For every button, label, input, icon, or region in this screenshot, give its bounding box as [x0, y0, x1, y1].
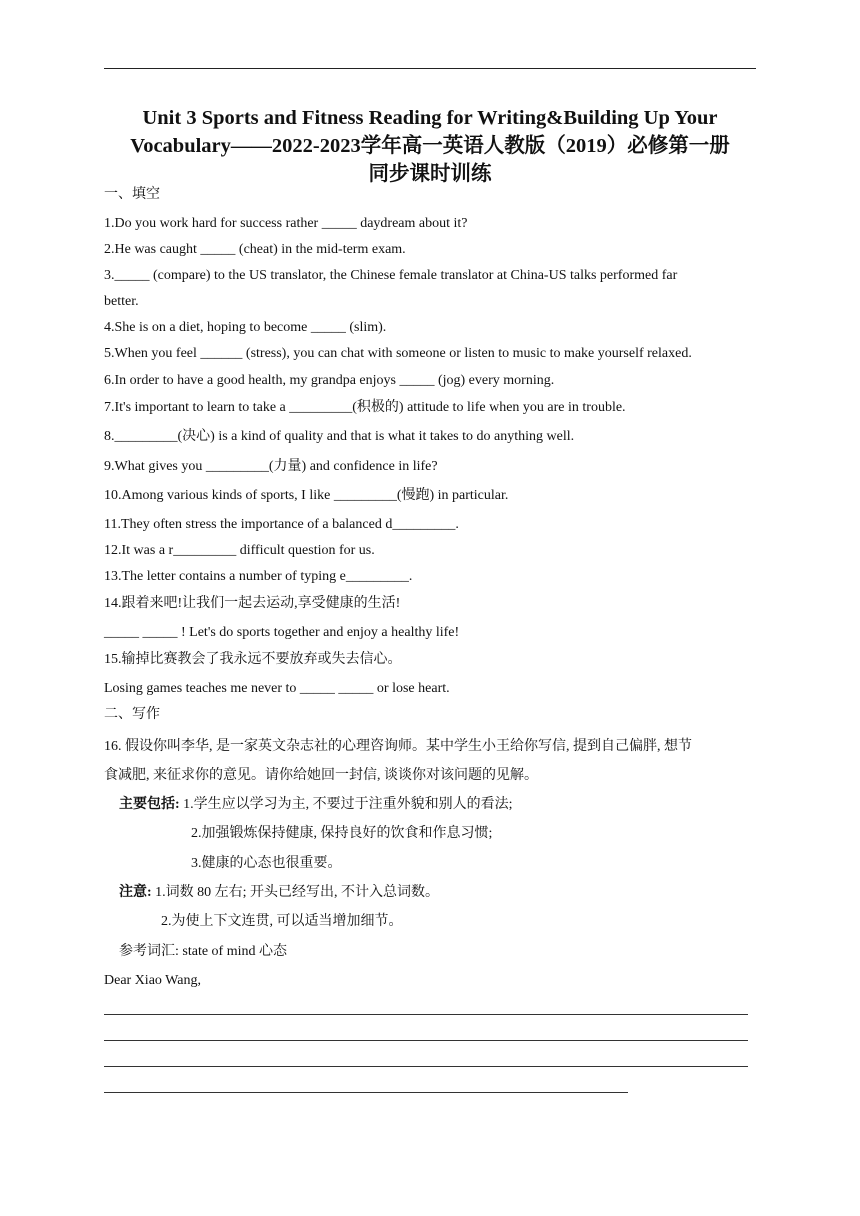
requirement-1: 1.学生应以学习为主, 不要过于注重外貌和别人的看法; — [179, 797, 513, 812]
header-rule — [104, 68, 756, 69]
question-6: 6.In order to have a good health, my grandpa enjoys _____ (jog) every morning. — [104, 373, 555, 388]
question-8: 8._________(决心) is a kind of quality and that is what it takes to do anything well. — [104, 429, 575, 444]
requirement-3: 3.健康的心态也很重要。 — [191, 856, 342, 871]
question-12: 12.It was a r_________ difficult question for us. — [104, 543, 375, 558]
question-13: 13.The letter contains a number of typing e_________. — [104, 569, 413, 584]
question-15-chinese: 15.输掉比赛教会了我永远不要放弃或失去信心。 — [104, 652, 402, 667]
question-2: 2.He was caught _____ (cheat) in the mid-term exam. — [104, 242, 406, 257]
question-14-english: _____ _____ ! Let's do sports together and enjoy a healthy life! — [104, 625, 460, 640]
title-line-1: Unit 3 Sports and Fitness Reading for Writing&Building Up Your — [142, 107, 718, 129]
section-1-heading: 一、填空 — [104, 187, 160, 202]
answer-line-4[interactable] — [104, 1092, 628, 1093]
answer-line-3[interactable] — [104, 1066, 748, 1067]
question-1: 1.Do you work hard for success rather _____ daydream about it? — [104, 216, 468, 231]
question-9: 9.What gives you _________(力量) and confidence in life? — [104, 459, 438, 474]
question-14-chinese: 14.跟着来吧!让我们一起去运动,享受健康的生活! — [104, 596, 401, 611]
requirements-line-1 — [119, 796, 513, 814]
question-7: 7.It's important to learn to take a _________(积极的) attitude to life when you are in trouble. — [104, 400, 626, 415]
answer-line-2[interactable] — [104, 1040, 748, 1041]
title-line-3: 同步课时训练 — [368, 163, 492, 185]
question-3-continued: better. — [104, 294, 139, 309]
note-1: 1.词数 80 左右; 开头已经写出, 不计入总词数。 — [151, 885, 440, 900]
title-line-2: Vocabulary——2022-2023学年高一英语人教版（2019）必修第一册 — [130, 135, 730, 157]
writing-prompt-line-1: 16. 假设你叫李华, 是一家英文杂志社的心理咨询师。某中学生小王给你写信, 提到自己偏胖, 想节 — [104, 739, 692, 754]
requirement-2: 2.加强锻炼保持健康, 保持良好的饮食和作息习惯; — [191, 826, 493, 841]
letter-greeting: Dear Xiao Wang, — [104, 973, 201, 988]
question-4: 4.She is on a diet, hoping to become _____ (slim). — [104, 320, 387, 335]
question-15-english: Losing games teaches me never to _____ _____ or lose heart. — [104, 681, 450, 696]
note-label: 注意: — [119, 885, 152, 900]
requirements-label: 主要包括: — [119, 797, 180, 812]
note-2: 2.为使上下文连贯, 可以适当增加细节。 — [161, 914, 403, 929]
question-10: 10.Among various kinds of sports, I like _________(慢跑) in particular. — [104, 488, 509, 503]
document-title — [104, 104, 756, 188]
note-line-1 — [119, 884, 439, 902]
writing-prompt-line-2: 食减肥, 来征求你的意见。请你给她回一封信, 谈谈你对该问题的见解。 — [104, 768, 538, 783]
reference-vocab: 参考词汇: state of mind 心态 — [119, 944, 287, 959]
section-2-heading: 二、写作 — [104, 707, 160, 722]
question-3: 3._____ (compare) to the US translator, the Chinese female translator at China-US talks performed far — [104, 268, 678, 283]
question-11: 11.They often stress the importance of a balanced d_________. — [104, 517, 459, 532]
answer-line-1[interactable] — [104, 1014, 748, 1015]
question-5: 5.When you feel ______ (stress), you can chat with someone or listen to music to make yourself relaxed. — [104, 346, 692, 361]
